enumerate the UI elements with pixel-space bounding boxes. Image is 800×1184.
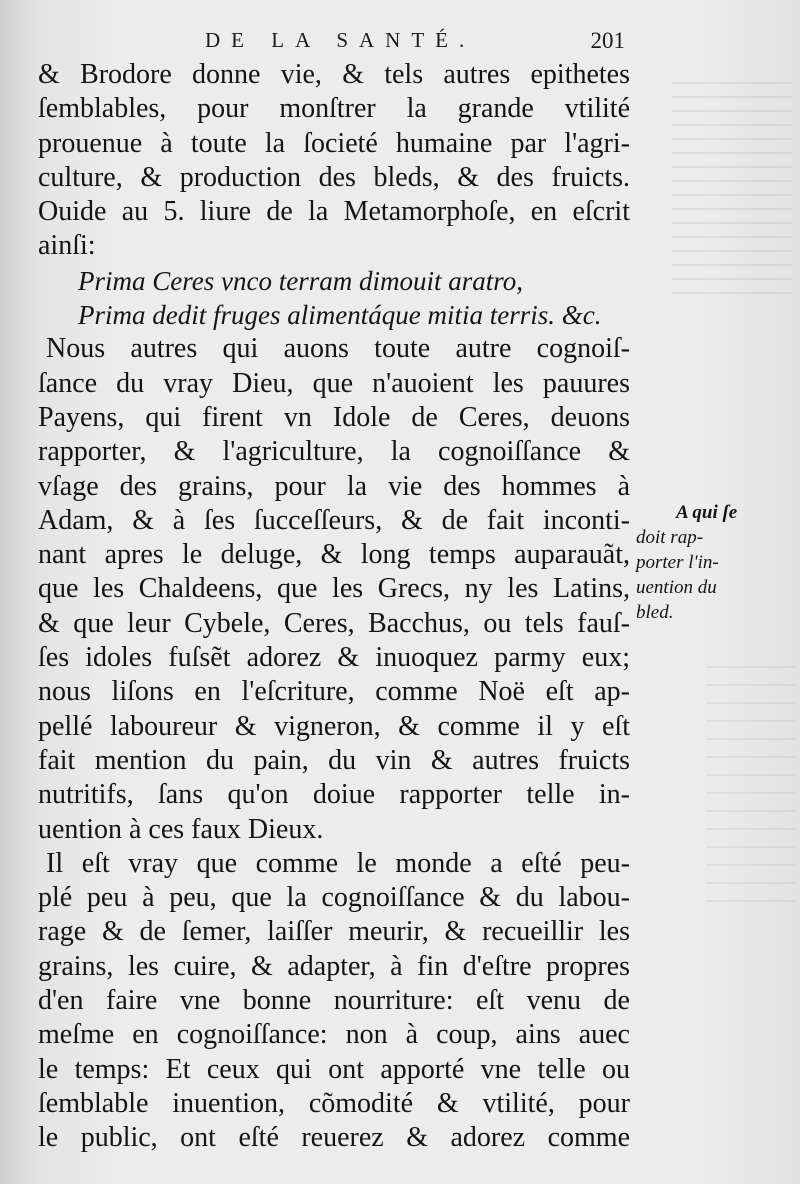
text-line: Il eſt vray que comme le monde a eſté peu- xyxy=(46,847,630,879)
text-line: le temps: Et ceux qui ont apporté vne telle ou xyxy=(38,1053,630,1085)
text-line: ſance du vray Dieu, que n'auoient les pauures xyxy=(38,367,630,399)
marginal-note-line: bled. xyxy=(636,602,674,623)
show-through-margin-bottom xyxy=(706,650,796,910)
text-line: fait mention du pain, du vin & autres fruicts xyxy=(38,744,630,776)
text-line: Ouide au 5. liure de la Metamorphoſe, en eſcrit xyxy=(38,196,630,228)
body-text xyxy=(38,58,630,1156)
text-line: & que leur Cybele, Ceres, Bacchus, ou tels fauſ- xyxy=(38,607,630,639)
text-line: Nous autres qui auons toute autre cognoiſ- xyxy=(46,333,630,365)
text-line: que les Chaldeens, que les Grecs, ny les Latins, xyxy=(38,573,630,605)
text-line: & Brodore donne vie, & tels autres epithetes xyxy=(38,59,630,90)
text-line: culture, & production des bleds, & des fruicts. xyxy=(38,161,630,193)
marginal-note-line: A qui ſe xyxy=(676,502,738,523)
text-line: d'en faire vne bonne nourriture: eſt venu de xyxy=(38,985,630,1017)
page-number: 201 xyxy=(590,28,625,53)
text-line: prouenue à toute la ſocieté humaine par l'agri- xyxy=(38,127,630,159)
marginal-note-line: doit rap- xyxy=(636,527,704,548)
text-line: meſme en cognoiſſance: non à coup, ains auec xyxy=(38,1019,630,1051)
text-line: le public, ont eſté reuerez & adorez comme xyxy=(38,1122,630,1154)
marginal-note-line: uention du xyxy=(636,577,717,598)
latin-verse-line: Prima dedit fruges alimentáque mitia terris. &c. xyxy=(78,300,602,331)
text-line: ainſi: xyxy=(38,230,96,262)
text-line: Payens, qui firent vn Idole de Ceres, deuons xyxy=(38,401,630,433)
text-line: ſemblables, pour monſtrer la grande vtilité xyxy=(38,93,630,125)
running-title: DE LA SANTÉ. xyxy=(205,28,476,52)
text-line: plé peu à peu, que la cognoiſſance & du labou- xyxy=(38,882,630,914)
text-line: ſemblable inuention, cõmodité & vtilité, pour xyxy=(38,1087,630,1119)
text-line: vſage des grains, pour la vie des hommes à xyxy=(38,470,630,502)
text-line: rapporter, & l'agriculture, la cognoiſſance & xyxy=(38,436,630,468)
text-line: uention à ces faux Dieux. xyxy=(38,813,324,845)
text-line: ſes idoles fuſsẽt adorez & inuoquez parmy eux; xyxy=(38,642,630,674)
marginal-note-line: porter l'in- xyxy=(636,552,719,573)
text-line: nant apres le deluge, & long temps auparauãt, xyxy=(38,539,630,571)
text-line: pellé laboureur & vigneron, & comme il y eſt xyxy=(38,710,630,742)
marginal-note xyxy=(636,500,756,625)
text-line: rage & de ſemer, laiſſer meurir, & recueillir les xyxy=(38,916,630,948)
latin-verse-line: Prima Ceres vnco terram dimouit aratro, xyxy=(78,265,523,296)
text-line: nutritifs, ſans qu'on doiue rapporter telle in- xyxy=(38,779,630,811)
show-through-margin-top xyxy=(672,70,792,300)
text-line: Adam, & à ſes ſucceſſeurs, & de fait inconti- xyxy=(38,504,630,536)
text-line: nous liſons en l'eſcriture, comme Noë eſt ap- xyxy=(38,676,630,708)
text-line: grains, les cuire, & adapter, à fin d'eſtre propres xyxy=(38,950,630,982)
